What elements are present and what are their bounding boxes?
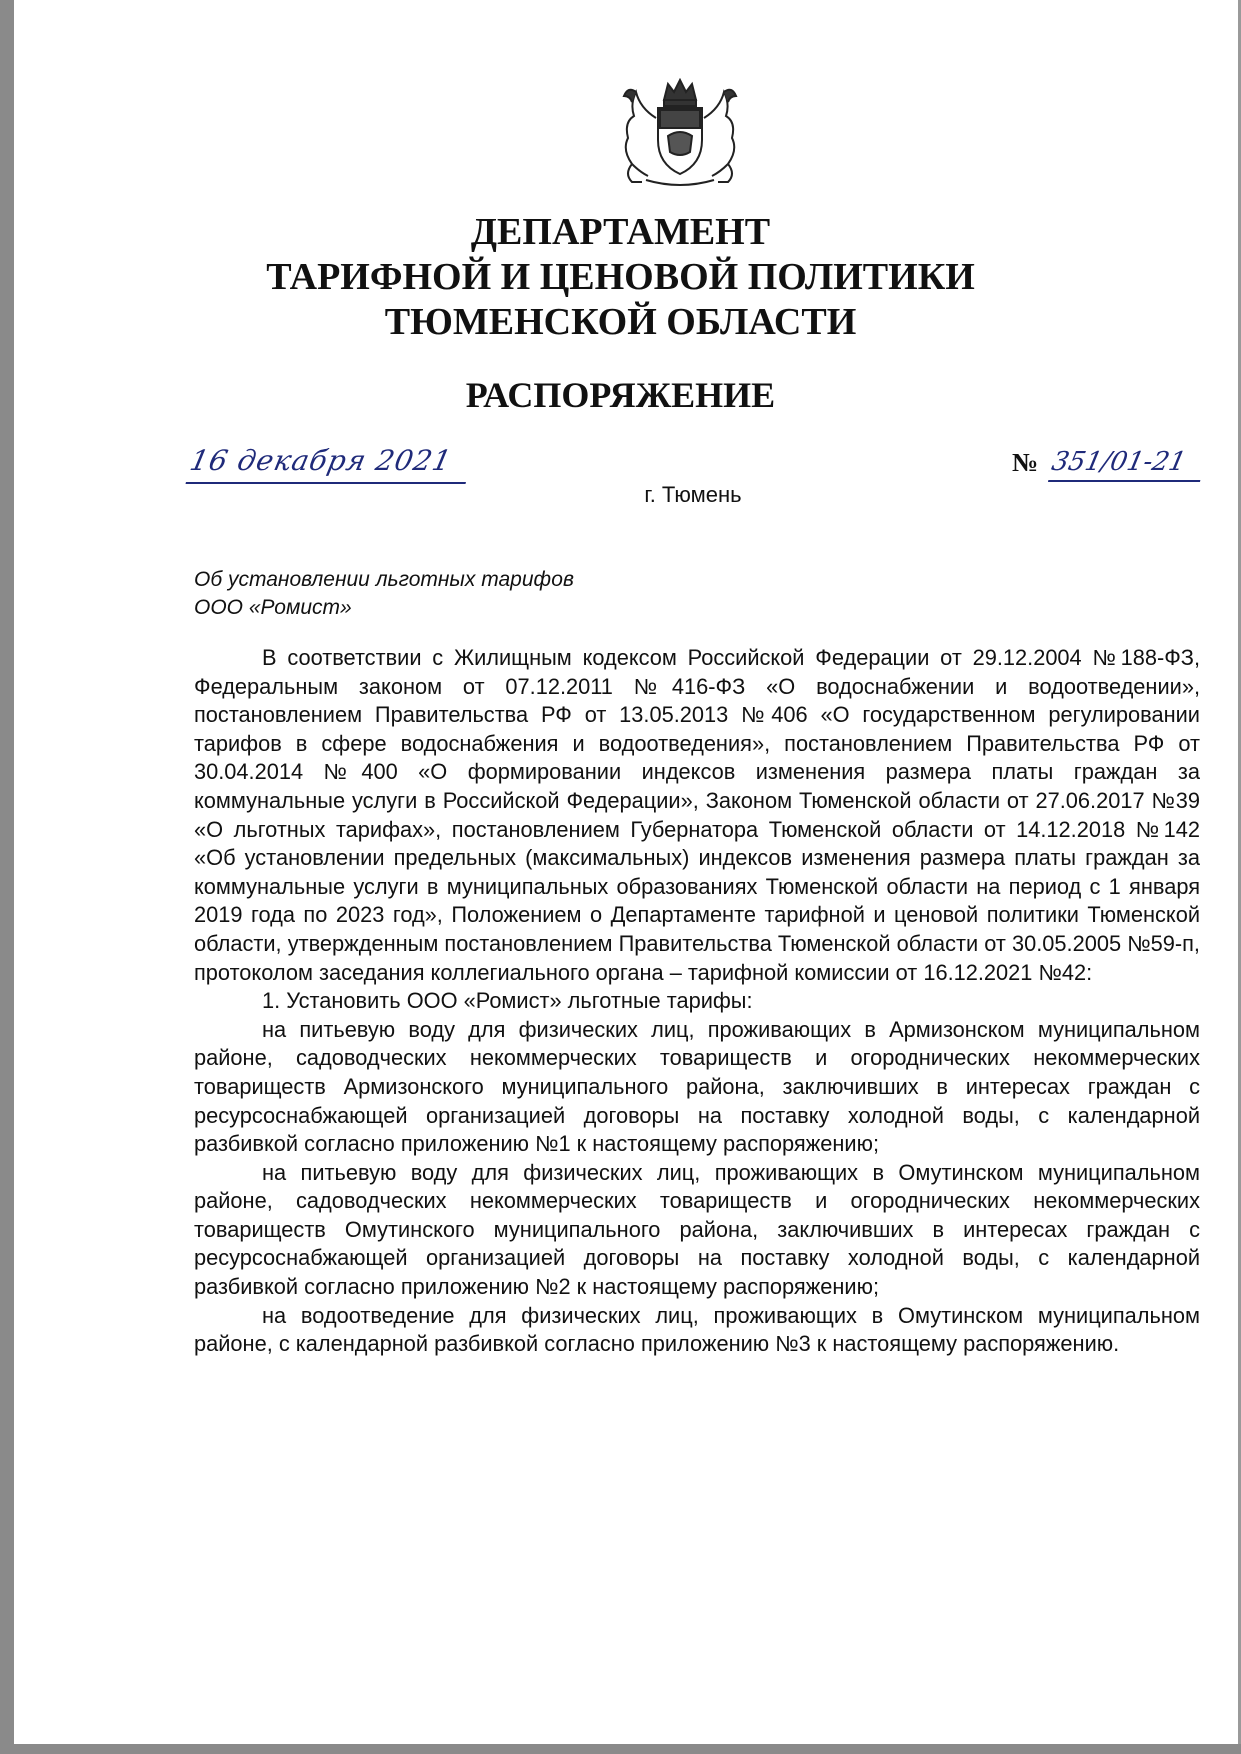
document-subject [194, 566, 574, 622]
item-1-sub-2: на питьевую воду для физических лиц, проживающих в Омутинском муниципальном районе, садоводческих некоммерческих товариществ и огороднических некоммерческих товариществ Омутинского муниципального района, заключивших в интересах граждан с ресурсоснабжающей организацией договоры на поставку холодной воды, с календарной разбивкой согласно приложению №2 к настоящему распоряжению; [194, 1159, 1200, 1300]
item-1-sub-3: на водоотведение для физических лиц, проживающих в Омутинском муниципальном районе, с календарной разбивкой согласно приложению №3 к настоящему распоряжению. [194, 1302, 1200, 1357]
document-body [194, 644, 1200, 1359]
scan-edge-bottom [0, 1744, 1241, 1754]
department-title-line3: ТЮМЕНСКОЙ ОБЛАСТИ [384, 301, 857, 343]
subject-line1: Об установлении льготных тарифов [194, 568, 574, 591]
document-type-title: РАСПОРЯЖЕНИЕ [465, 375, 776, 415]
document-number [1012, 444, 1212, 484]
city-line: г. Тюмень [644, 482, 742, 507]
number-sign: № [1012, 448, 1039, 477]
item-1-sub-1: на питьевую воду для физических лиц, проживающих в Армизонском муниципальном районе, садоводческих некоммерческих товариществ и огороднических некоммерческих товариществ Армизонского муниципального района, заключивших в интересах граждан с ресурсоснабжающей организацией договоры на поставку холодной воды, с календарной разбивкой согласно приложению №1 к настоящему распоряжению; [194, 1016, 1200, 1157]
preamble-paragraph: В соответствии с Жилищным кодексом Российской Федерации от 29.12.2004 №188-ФЗ, Федеральным законом от 07.12.2011 №416-ФЗ «О водоснабжении и водоотведении», постановлением Правительства РФ от 13.05.2013 №406 «О государственном регулировании тарифов в сфере водоснабжения и водоотведения», постановлением Правительства РФ от 30.04.2014 №400 «О формировании индексов изменения размера платы граждан за коммунальные услуги в Российской Федерации», Законом Тюменской области от 27.06.2017 №39 «О льготных тарифах», постановлением Губернатора Тюменской области от 14.12.2018 №142 «Об установлении предельных (максимальных) индексов изменения размера платы граждан за коммунальные услуги в муниципальных образованиях Тюменской области на период с 1 января 2019 года по 2023 год», Положением о Департаменте тарифной и ценовой политики Тюменской области, утвержденным постановлением Правительства Тюменской области от 30.05.2005 №59-п, протоколом заседания коллегиального органа – тарифной комиссии от 16.12.2021 №42: [194, 645, 1200, 985]
handwritten-number: 351/01-21 [1048, 444, 1208, 482]
department-title-line2: ТАРИФНОЙ И ЦЕНОВОЙ ПОЛИТИКИ [266, 256, 975, 298]
subject-line2: ООО «Ромист» [194, 596, 352, 619]
item-1-paragraph: 1. Установить ООО «Ромист» льготные тарифы: [262, 988, 753, 1014]
handwritten-date: 16 декабря 2021 [186, 442, 475, 484]
coat-of-arms-icon [610, 78, 750, 190]
department-title-line1: ДЕПАРТАМЕНТ [470, 211, 771, 253]
